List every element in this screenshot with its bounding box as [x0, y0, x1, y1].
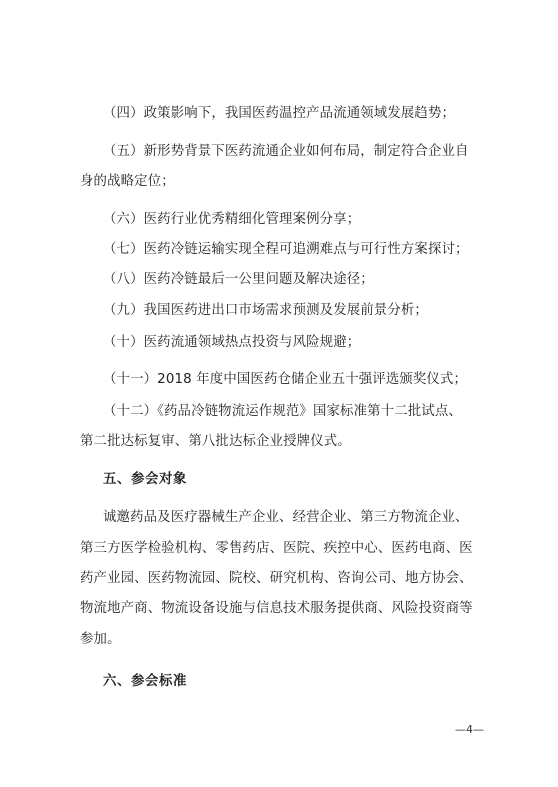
attendees-paragraph-line-2: 第三方医学检验机构、零售药店、医院、疾控中心、医药电商、医	[80, 541, 473, 556]
attendees-paragraph-line-5: 参加。	[80, 632, 121, 647]
agenda-item-7: （七）医药冷链运输实现全程可追溯难点与可行性方案探讨；	[103, 242, 469, 257]
agenda-item-9: （九）我国医药进出口市场需求预测及发展前景分析；	[103, 303, 428, 318]
agenda-item-5: （五）新形势背景下医药流通企业如何布局，制定符合企业自	[103, 144, 469, 159]
attendees-paragraph-line-1: 诚邀药品及医疗器械生产企业、经营企业、第三方物流企业、	[103, 510, 469, 525]
agenda-item-4: （四）政策影响下，我国医药温控产品流通领域发展趋势；	[103, 106, 456, 121]
agenda-item-11: （十一）2018 年度中国医药仓储企业五十强评选颁奖仪式；	[103, 372, 468, 387]
agenda-item-10: （十）医药流通领域热点投资与风险规避；	[103, 335, 361, 350]
agenda-item-5-continued: 身的战略定位；	[80, 174, 175, 189]
section-heading-fees: 六、参会标准	[103, 674, 187, 689]
agenda-item-8: （八）医药冷链最后一公里问题及解决途径；	[103, 272, 374, 287]
attendees-paragraph-line-4: 物流地产商、物流设备设施与信息技术服务提供商、风险投资商等	[80, 601, 473, 616]
page-number: —4—	[455, 723, 484, 736]
agenda-item-6: （六）医药行业优秀精细化管理案例分享；	[103, 212, 361, 227]
agenda-item-12: （十二）《药品冷链物流运作规范》国家标准第十二批试点、	[103, 404, 462, 419]
agenda-item-12-continued: 第二批达标复审、第八批达标企业授牌仪式。	[80, 434, 351, 449]
section-heading-attendees: 五、参会对象	[103, 472, 187, 487]
attendees-paragraph-line-3: 药产业园、医药物流园、院校、研究机构、咨询公司、地方协会、	[80, 571, 473, 586]
